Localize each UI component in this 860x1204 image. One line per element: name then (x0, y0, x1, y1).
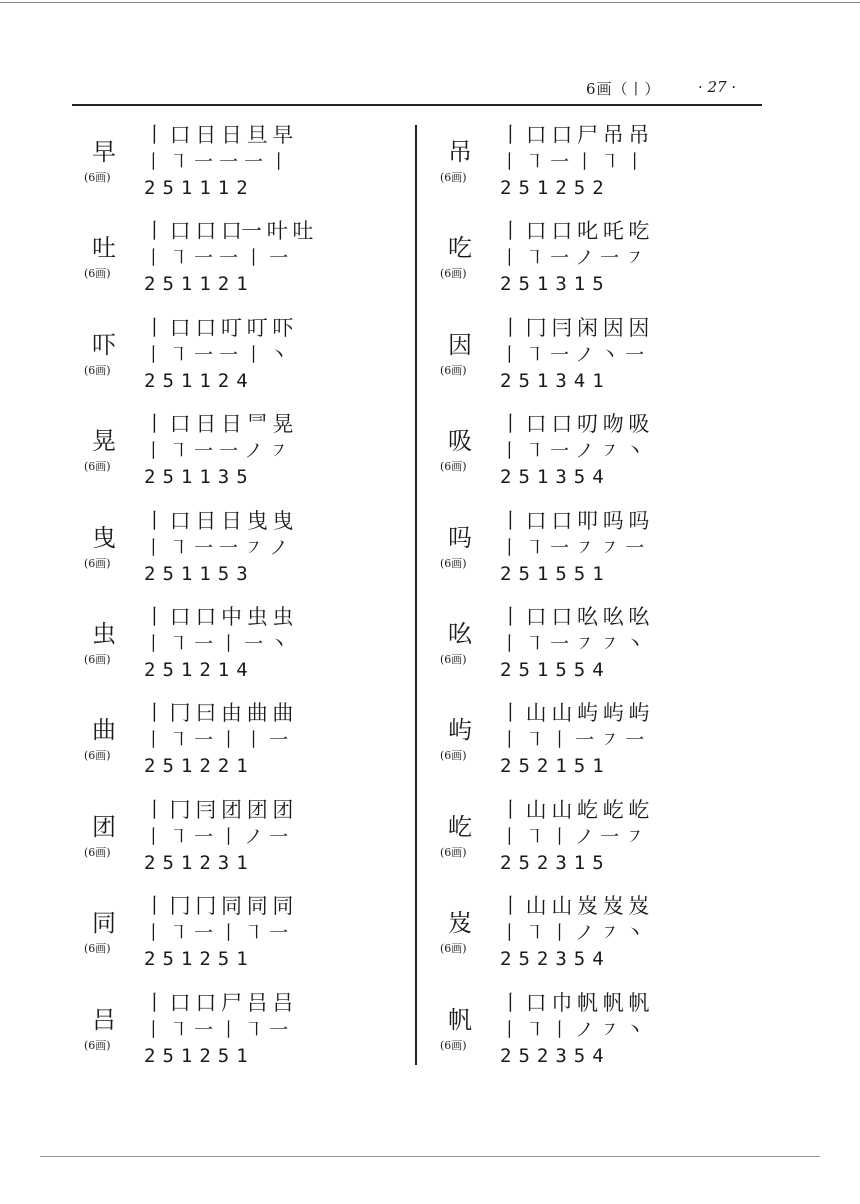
right-column (440, 122, 740, 1086)
writing-stages: 丨 口 巾 帆 帆 帆 (500, 990, 649, 1015)
character-entry (440, 604, 740, 700)
stroke-count-label: (6画) (440, 363, 467, 377)
stroke-sequence: 丨 ㇕ 一 ㇇ ㇇ 丶 (500, 632, 645, 655)
stroke-codes: 251121 (144, 273, 255, 296)
stroke-count-label: (6画) (84, 749, 111, 763)
writing-stages: 丨 口 日 日 曳 曳 (144, 508, 293, 533)
character-entry (84, 990, 384, 1086)
stroke-count-label: (6画) (440, 1038, 467, 1052)
character-entry (440, 122, 740, 218)
writing-stages: 丨 冂 冃 团 团 团 (144, 797, 293, 822)
entry-character: 同 (92, 909, 116, 938)
stroke-codes: 251124 (144, 369, 255, 392)
character-entry (440, 411, 740, 507)
entry-character: 吊 (448, 138, 472, 166)
stroke-count-label: (6画) (84, 1038, 111, 1052)
stroke-codes: 251231 (144, 851, 255, 874)
character-entry (440, 797, 740, 893)
entry-character: 吕 (92, 1005, 116, 1034)
page-number: · 27 · (698, 78, 737, 96)
stroke-codes: 251251 (144, 1044, 255, 1067)
stroke-codes: 252354 (500, 948, 611, 971)
stroke-sequence: 丨 ㇕ 一 一 ㇇ ノ (144, 536, 289, 559)
stroke-sequence: 丨 ㇕ 一 丨 ノ 一 (144, 825, 289, 848)
stroke-count-label: (6画) (440, 845, 467, 859)
stroke-sequence: 丨 ㇕ 一 ノ ㇇ 丶 (500, 440, 645, 463)
stroke-codes: 252151 (500, 755, 611, 778)
stroke-sequence: 丨 ㇕ 丨 ノ ㇇ 丶 (500, 922, 645, 945)
character-entry (440, 218, 740, 314)
entry-character: 帆 (448, 1005, 472, 1034)
character-entry (84, 411, 384, 507)
stroke-sequence: 丨 ㇕ 一 丨 ㇕ 丨 (500, 151, 645, 173)
writing-stages: 丨 口 口 叱 吒 吃 (500, 219, 649, 244)
entry-character: 吸 (448, 427, 472, 456)
entry-character: 虫 (92, 619, 116, 648)
stroke-codes: 251112 (144, 177, 255, 199)
stroke-codes: 251153 (144, 562, 255, 585)
character-entry (84, 700, 384, 796)
character-entry (440, 508, 740, 604)
stroke-sequence: 丨 ㇕ 一 一 一 丨 (144, 151, 289, 173)
stroke-codes: 251252 (500, 177, 611, 199)
entry-character: 屿 (448, 716, 472, 745)
writing-stages: 丨 冂 冂 同 同 同 (144, 894, 293, 919)
writing-stages: 丨 口 口 叨 吻 吸 (500, 412, 649, 437)
writing-stages: 丨 山 山 屿 屿 屿 (500, 701, 649, 726)
character-entry (84, 122, 384, 218)
stroke-count-label: (6画) (440, 749, 467, 763)
stroke-sequence: 丨 ㇕ 一 一 ノ ㇇ (144, 440, 289, 463)
stroke-sequence: 丨 ㇕ 一 一 丨 丶 (144, 343, 289, 366)
stroke-codes: 251554 (500, 658, 611, 681)
writing-stages: 丨 口 口 吆 吆 吆 (500, 604, 649, 629)
entry-character: 吐 (92, 234, 116, 263)
entry-character: 吃 (448, 234, 472, 263)
writing-stages: 丨 口 口 叮 叮 吓 (144, 315, 293, 340)
character-entry (84, 893, 384, 989)
stroke-codes: 251315 (500, 273, 611, 296)
stroke-codes: 251354 (500, 466, 611, 489)
stroke-codes: 251251 (144, 948, 255, 971)
writing-stages: 丨 口 口 尸 吕 吕 (144, 990, 293, 1015)
entry-character: 吗 (448, 523, 472, 552)
writing-stages: 丨 山 山 岌 岌 岌 (500, 894, 649, 919)
stroke-sequence: 丨 ㇕ 一 丨 一 丶 (144, 632, 289, 655)
header-rule (72, 104, 762, 106)
stroke-sequence: 丨 ㇕ 一 ノ 一 ㇇ (500, 247, 645, 270)
stroke-sequence: 丨 ㇕ 一 ㇇ ㇇ 一 (500, 536, 645, 559)
entry-character: 曲 (92, 716, 116, 745)
entry-character: 曳 (92, 523, 116, 552)
writing-stages: 丨 口 口 尸 吊 吊 (500, 123, 649, 147)
stroke-count-label: (6画) (84, 652, 111, 666)
stroke-codes: 252315 (500, 851, 611, 874)
writing-stages: 丨 口 口 中 虫 虫 (144, 604, 293, 629)
stroke-count-label: (6画) (84, 363, 111, 377)
entry-character: 晃 (92, 427, 116, 456)
character-entry (84, 604, 384, 700)
entry-character: 团 (92, 812, 116, 841)
character-entry (440, 315, 740, 411)
stroke-count-label: (6画) (440, 556, 467, 570)
character-entry (84, 797, 384, 893)
stroke-count-label: (6画) (440, 942, 467, 956)
stroke-count-label: (6画) (84, 556, 111, 570)
stroke-count-label: (6画) (440, 171, 467, 184)
stroke-codes: 251551 (500, 562, 611, 585)
stroke-count-label: (6画) (440, 460, 467, 474)
stroke-count-label: (6画) (84, 942, 111, 956)
page-header (74, 78, 760, 100)
entry-character: 吆 (448, 619, 472, 648)
entry-character: 早 (92, 138, 116, 166)
stroke-codes: 251135 (144, 466, 255, 489)
column-divider (415, 125, 417, 1065)
writing-stages: 丨 冂 曰 由 曲 曲 (144, 701, 293, 726)
stroke-sequence: 丨 ㇕ 丨 ノ ㇇ 丶 (500, 1018, 645, 1041)
entry-character: 吓 (92, 330, 116, 359)
entry-character: 岌 (448, 909, 472, 938)
character-entry (440, 990, 740, 1086)
stroke-count-label: (6画) (84, 845, 111, 859)
character-entry (84, 315, 384, 411)
stroke-codes: 251341 (500, 369, 611, 392)
entry-character: 因 (448, 330, 472, 359)
writing-stages: 丨 口 日 日 ⺜ 晃 (144, 412, 293, 437)
top-edge-rule (0, 2, 860, 3)
stroke-count-label: (6画) (84, 171, 111, 184)
writing-stages: 丨 口 日 日 旦 早 (144, 123, 293, 147)
writing-stages: 丨 山 山 屹 屹 屹 (500, 797, 649, 822)
stroke-sequence: 丨 ㇕ 一 丨 ㇕ 一 (144, 1018, 289, 1041)
bottom-rule (40, 1156, 820, 1157)
writing-stages: 丨 冂 冃 闲 因 因 (500, 315, 649, 340)
left-column (84, 122, 384, 1086)
stroke-sequence: 丨 ㇕ 丨 ノ 一 ㇇ (500, 825, 645, 848)
stroke-sequence: 丨 ㇕ 一 ノ 丶 一 (500, 343, 645, 366)
stroke-count-label: (6画) (440, 267, 467, 281)
writing-stages: 丨 口 口 叩 吗 吗 (500, 508, 649, 533)
stroke-codes: 252354 (500, 1044, 611, 1067)
stroke-codes: 251221 (144, 755, 255, 778)
entry-character: 屹 (448, 812, 472, 841)
character-entry (440, 893, 740, 989)
stroke-count-label: (6画) (84, 460, 111, 474)
section-label: 6画（丨） (586, 80, 661, 98)
character-entry (440, 700, 740, 796)
stroke-sequence: 丨 ㇕ 一 丨 丨 一 (144, 729, 289, 752)
stroke-sequence: 丨 ㇕ 丨 一 ㇇ 一 (500, 729, 645, 752)
character-entry (84, 218, 384, 314)
stroke-sequence: 丨 ㇕ 一 丨 ㇕ 一 (144, 922, 289, 945)
stroke-count-label: (6画) (84, 267, 111, 281)
stroke-codes: 251214 (144, 658, 255, 681)
stroke-count-label: (6画) (440, 652, 467, 666)
character-entry (84, 508, 384, 604)
stroke-sequence: 丨 ㇕ 一 一 丨 一 (144, 247, 289, 270)
writing-stages: 丨 口 口 口一 叶 吐 (144, 219, 313, 244)
